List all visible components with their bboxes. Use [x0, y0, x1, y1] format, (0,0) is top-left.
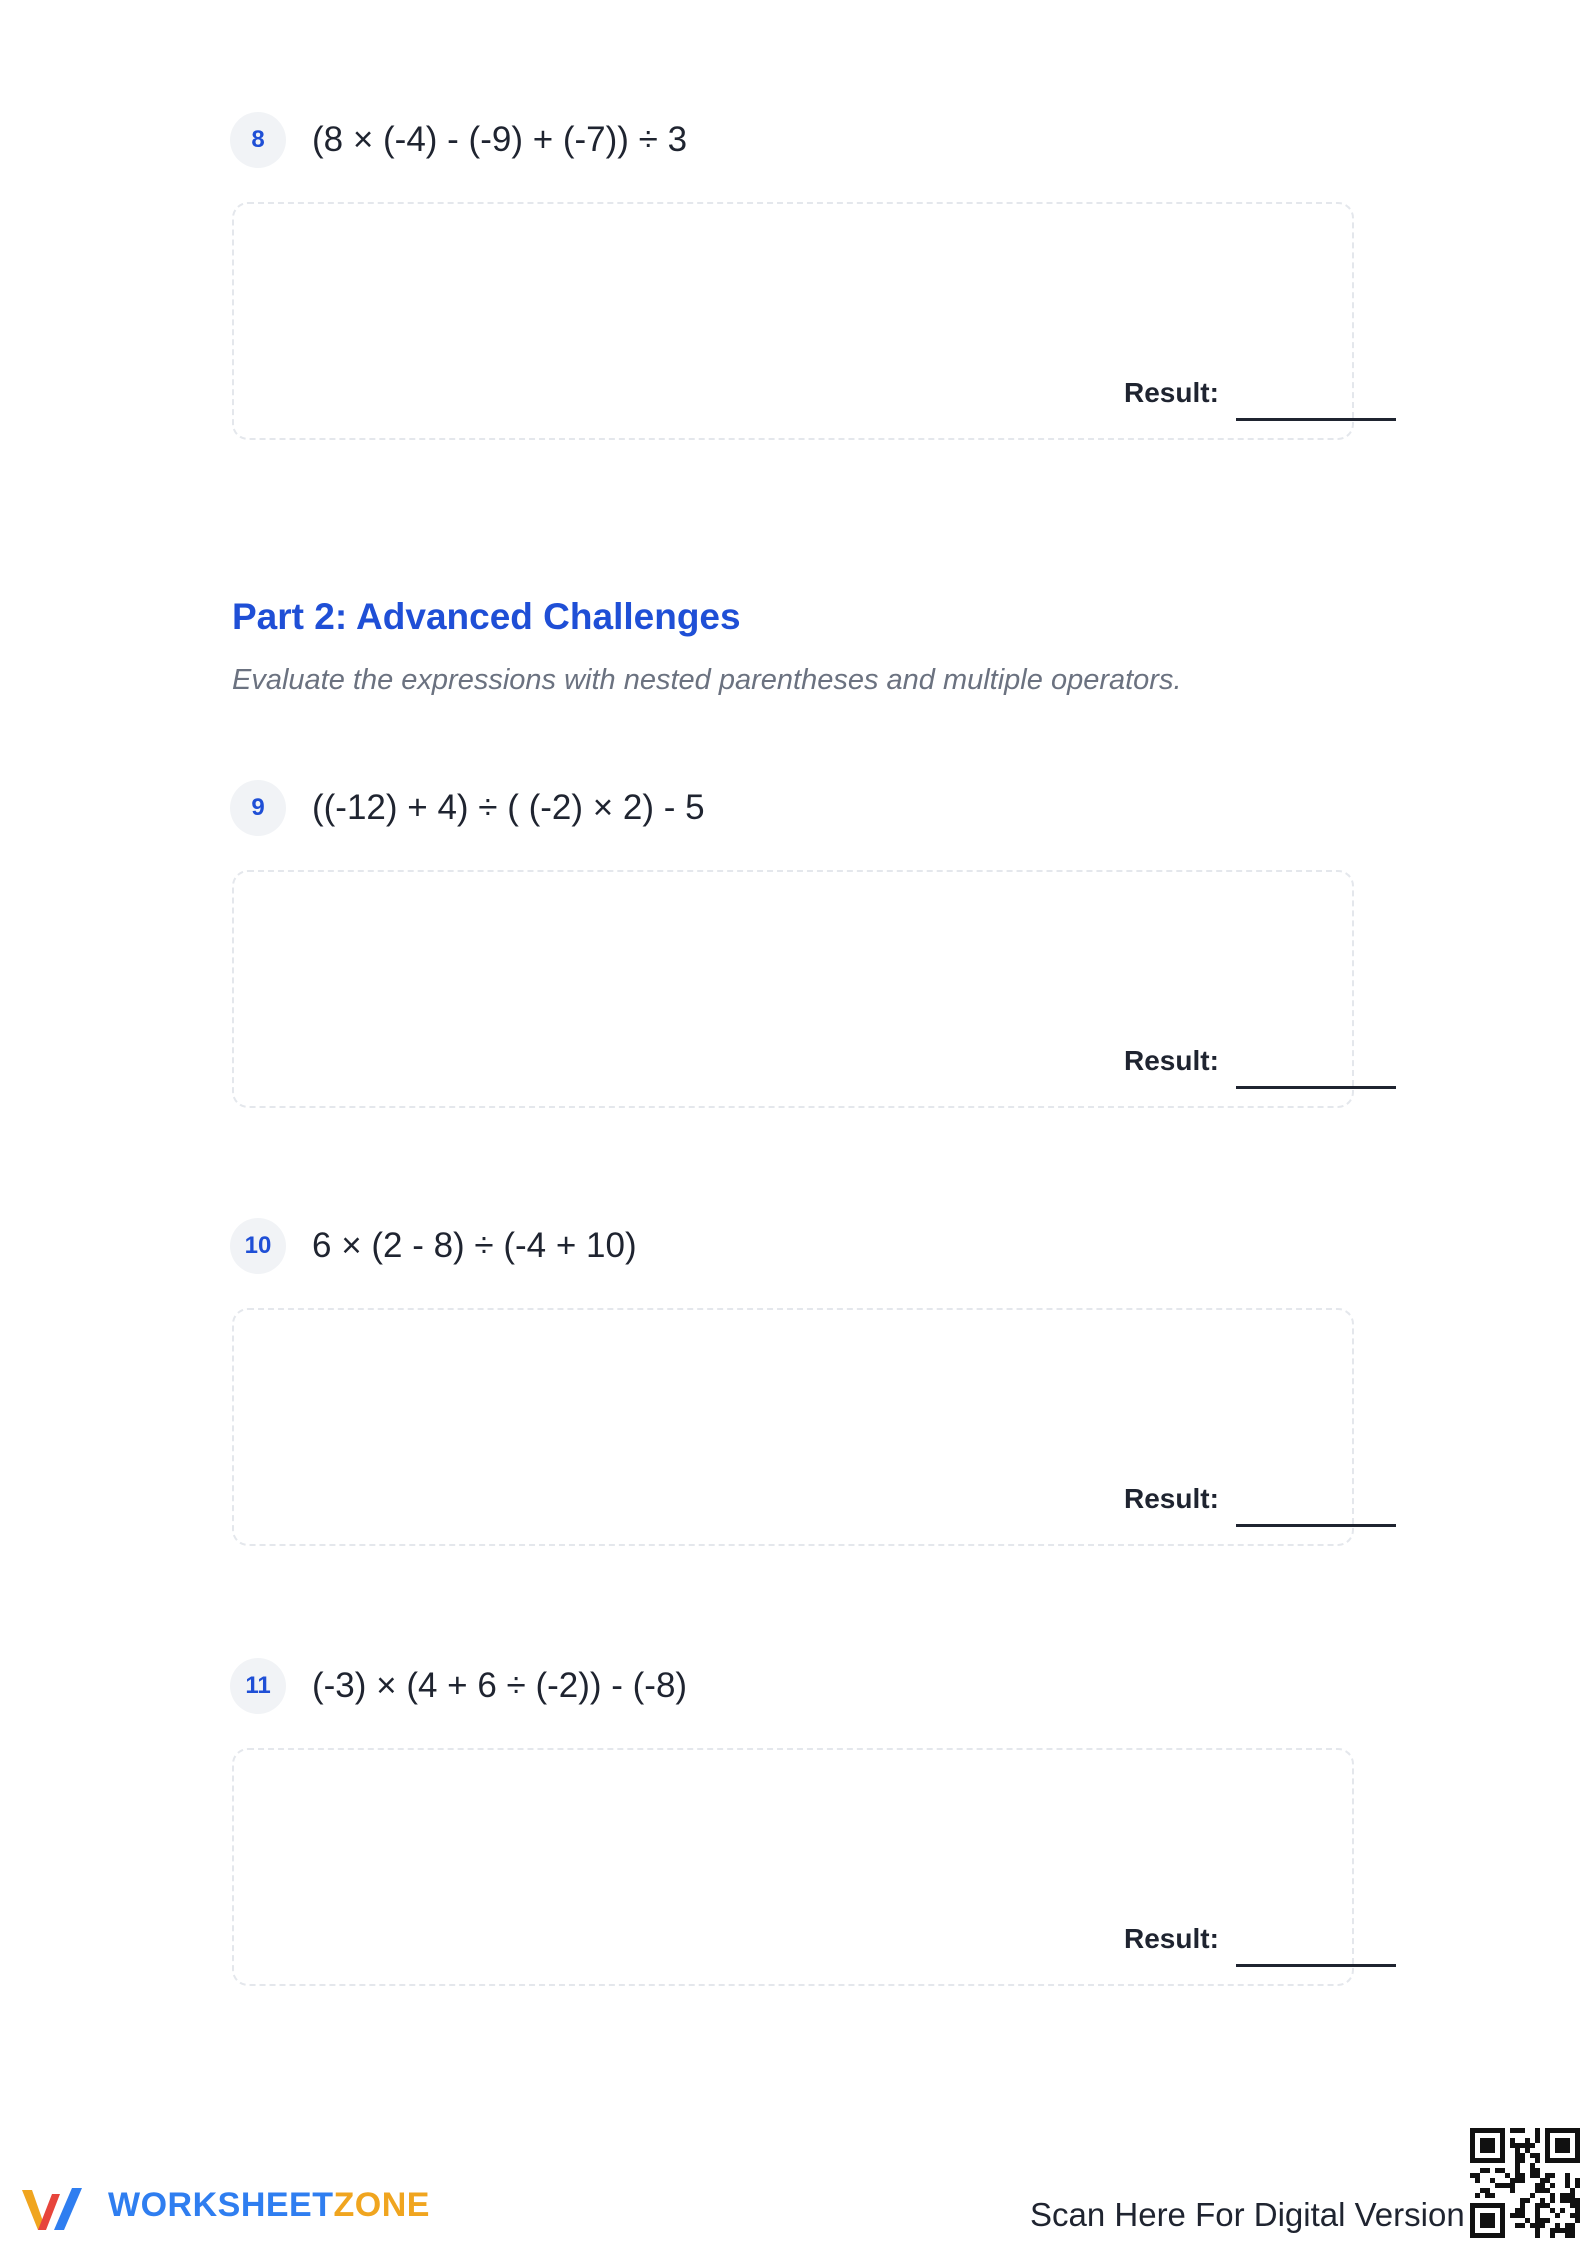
result-label: Result: — [1124, 1923, 1219, 1954]
problem-expression: (8 × (-4) - (-9) + (-7)) ÷ 3 — [312, 120, 688, 159]
brand-name: WORKSHEETZONE — [108, 2186, 430, 2224]
result-label: Result: — [1124, 377, 1219, 408]
result-answer-line[interactable] — [1236, 1524, 1396, 1527]
result-label: Result: — [1124, 1045, 1219, 1076]
problem-expression: ((-12) + 4) ÷ ( (-2) × 2) - 5 — [312, 788, 705, 827]
result-answer-line[interactable] — [1236, 1086, 1396, 1089]
result-answer-line[interactable] — [1236, 1964, 1396, 1967]
scan-text: Scan Here For Digital Version — [1030, 2196, 1465, 2233]
problem-number-badge: 11 — [230, 1658, 286, 1714]
problem-expression: (-3) × (4 + 6 ÷ (-2)) - (-8) — [312, 1666, 688, 1705]
qr-code-icon[interactable] — [1470, 2128, 1580, 2238]
result-answer-line[interactable] — [1236, 418, 1396, 421]
problem-expression: 6 × (2 - 8) ÷ (-4 + 10) — [312, 1226, 637, 1265]
problem-number-badge: 10 — [230, 1218, 286, 1274]
section-instructions: Evaluate the expressions with nested parentheses and multiple operators. — [232, 664, 1182, 696]
worksheetzone-logo-icon — [16, 2180, 96, 2236]
problem-number-badge: 9 — [230, 780, 286, 836]
section-title: Part 2: Advanced Challenges — [232, 596, 741, 637]
problem-number-badge: 8 — [230, 112, 286, 168]
result-label: Result: — [1124, 1483, 1219, 1514]
